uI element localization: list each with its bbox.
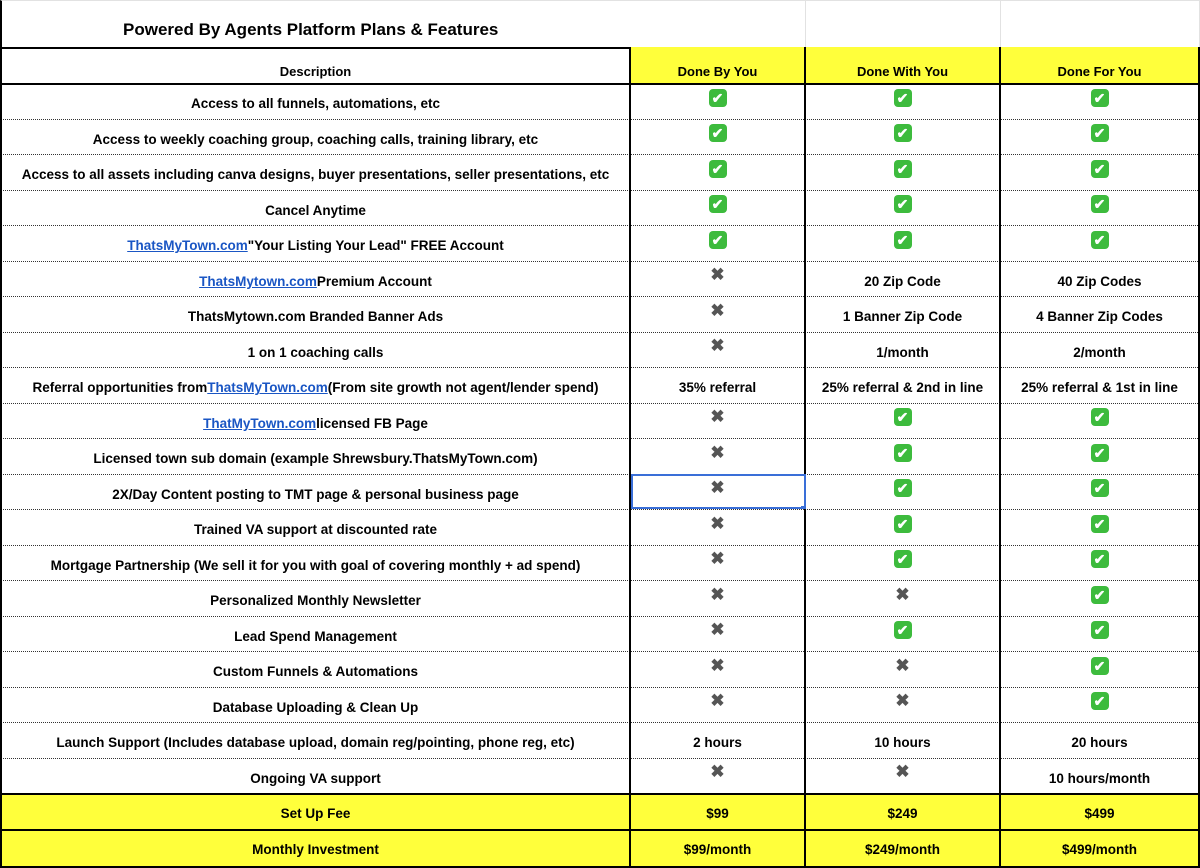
plan-value-cell[interactable] [1001, 651, 1200, 687]
check-mark-icon: ✔ [894, 160, 912, 178]
feature-description[interactable] [0, 580, 631, 616]
feature-text: Access to all funnels, automations, etc [190, 96, 441, 112]
check-mark-icon: ✔ [1091, 621, 1109, 639]
plan-value-text: 1 Banner Zip Code [842, 309, 963, 325]
feature-description[interactable] [0, 119, 631, 155]
feature-description[interactable] [0, 651, 631, 687]
check-mark-icon: ✔ [894, 89, 912, 107]
plan-value-text: 25% referral & 1st in line [1021, 380, 1178, 396]
title-row [0, 0, 1200, 49]
plan-header-done-for-you[interactable]: Done For You [1001, 47, 1200, 83]
table-row [0, 154, 1200, 191]
site-link[interactable]: ThatsMyTown.com [127, 238, 248, 254]
price-cell[interactable]: $249/month [806, 831, 1001, 866]
plan-value-cell[interactable] [631, 722, 806, 758]
cross-mark-icon: ✖ [710, 620, 725, 640]
check-mark-icon: ✔ [894, 479, 912, 497]
check-mark-icon: ✔ [894, 231, 912, 249]
plan-value-cell[interactable] [631, 758, 806, 794]
table-row [0, 545, 1200, 582]
check-mark-icon: ✔ [709, 160, 727, 178]
feature-description[interactable] [0, 83, 631, 119]
table-row [0, 651, 1200, 688]
cross-mark-icon: ✖ [710, 478, 725, 498]
check-mark-icon: ✔ [1091, 515, 1109, 533]
plan-value-cell[interactable] [1001, 438, 1200, 474]
feature-description[interactable] [0, 190, 631, 226]
table-row [0, 403, 1200, 440]
plan-value-cell[interactable] [631, 509, 806, 545]
plan-value-cell[interactable] [806, 651, 1001, 687]
feature-description[interactable] [0, 722, 631, 758]
price-cell[interactable]: $99 [631, 795, 806, 830]
check-mark-icon: ✔ [1091, 195, 1109, 213]
empty-cell[interactable] [1001, 0, 1200, 47]
plan-value-cell[interactable] [806, 474, 1001, 510]
table-row [0, 580, 1200, 617]
feature-description[interactable] [0, 296, 631, 332]
plan-value-cell[interactable] [631, 261, 806, 297]
table-row [0, 438, 1200, 475]
feature-description[interactable] [0, 616, 631, 652]
price-cell[interactable]: $499 [1001, 795, 1200, 830]
plan-value-cell[interactable] [631, 651, 806, 687]
site-link[interactable]: ThatsMyTown.com [207, 380, 328, 396]
check-mark-icon: ✔ [894, 444, 912, 462]
plan-value-text: 4 Banner Zip Codes [1036, 309, 1163, 325]
price-cell[interactable]: $499/month [1001, 831, 1200, 866]
check-mark-icon: ✔ [1091, 89, 1109, 107]
feature-description[interactable] [0, 758, 631, 794]
pricing-label[interactable]: Set Up Fee [0, 795, 631, 830]
check-mark-icon: ✔ [894, 124, 912, 142]
plan-value-cell[interactable] [806, 616, 1001, 652]
plan-value-cell[interactable] [1001, 119, 1200, 155]
feature-text: ThatsMytown.com Branded Banner Ads [187, 309, 444, 325]
table-row [0, 83, 1200, 120]
check-mark-icon: ✔ [709, 231, 727, 249]
plan-value-cell[interactable] [631, 296, 806, 332]
cross-mark-icon: ✖ [710, 442, 725, 462]
cross-mark-icon: ✖ [710, 513, 725, 533]
pricing-row [0, 829, 1200, 868]
plan-value-cell[interactable] [806, 225, 1001, 261]
plan-value-cell[interactable] [806, 367, 1001, 403]
feature-text: Ongoing VA support [250, 770, 381, 786]
plan-value-cell[interactable] [1001, 474, 1200, 510]
feature-text: Launch Support (Includes database upload, domain reg/pointing, phone reg, etc) [56, 735, 575, 751]
plan-value-text: 10 hours/month [1048, 770, 1151, 786]
header-row [0, 47, 1200, 85]
check-mark-icon: ✔ [1091, 550, 1109, 568]
plan-value-cell[interactable] [806, 580, 1001, 616]
empty-cell[interactable] [806, 0, 1001, 47]
cross-mark-icon: ✖ [710, 655, 725, 675]
plan-value-cell[interactable] [806, 403, 1001, 439]
feature-text: Licensed town sub domain (example Shrewsbury.ThatsMyTown.com) [93, 451, 538, 467]
cross-mark-icon: ✖ [895, 655, 910, 675]
plan-value-cell[interactable] [631, 83, 806, 119]
plan-value-text: 2/month [1073, 344, 1126, 360]
plan-value-cell[interactable] [806, 687, 1001, 723]
feature-text-prefix: Referral opportunities from [32, 380, 208, 396]
plan-value-cell[interactable] [806, 332, 1001, 368]
sheet-title[interactable]: Powered By Agents Platform Plans & Features [0, 0, 631, 47]
check-mark-icon: ✔ [709, 89, 727, 107]
plan-value-cell[interactable] [631, 403, 806, 439]
plan-value-cell[interactable] [1001, 154, 1200, 190]
check-mark-icon: ✔ [1091, 657, 1109, 675]
table-row [0, 119, 1200, 156]
feature-text: Access to all assets including canva designs, buyer presentations, seller presentations, etc [21, 167, 610, 183]
plan-value-cell[interactable] [1001, 616, 1200, 652]
feature-description[interactable] [0, 403, 631, 439]
check-mark-icon: ✔ [709, 195, 727, 213]
price-cell[interactable]: $99/month [631, 831, 806, 866]
plan-value-cell[interactable] [631, 474, 806, 510]
table-row [0, 474, 1200, 511]
feature-description[interactable] [0, 687, 631, 723]
pricing-row [0, 793, 1200, 832]
cross-mark-icon: ✖ [710, 300, 725, 320]
cross-mark-icon: ✖ [895, 584, 910, 604]
check-mark-icon: ✔ [894, 515, 912, 533]
check-mark-icon: ✔ [1091, 231, 1109, 249]
plan-value-cell[interactable] [806, 438, 1001, 474]
feature-description[interactable] [0, 509, 631, 545]
check-mark-icon: ✔ [894, 550, 912, 568]
plan-header-done-by-you[interactable]: Done By You [631, 47, 806, 83]
plan-value-cell[interactable] [631, 545, 806, 581]
cross-mark-icon: ✖ [710, 762, 725, 782]
plan-value-cell[interactable] [1001, 83, 1200, 119]
plan-value-cell[interactable] [631, 367, 806, 403]
plan-value-cell[interactable] [806, 261, 1001, 297]
feature-description[interactable] [0, 545, 631, 581]
plan-value-cell[interactable] [1001, 580, 1200, 616]
plan-value-cell[interactable] [1001, 722, 1200, 758]
plan-value-text: 2 hours [693, 735, 742, 751]
feature-description[interactable] [0, 225, 631, 261]
check-mark-icon: ✔ [894, 408, 912, 426]
empty-cell[interactable] [631, 0, 806, 47]
plan-value-text: 20 Zip Code [864, 273, 941, 289]
pricing-label[interactable]: Monthly Investment [0, 831, 631, 866]
plan-value-cell[interactable] [806, 509, 1001, 545]
plan-value-cell[interactable] [631, 190, 806, 226]
feature-description[interactable] [0, 438, 631, 474]
check-mark-icon: ✔ [1091, 160, 1109, 178]
plan-value-cell[interactable] [806, 119, 1001, 155]
plan-value-cell[interactable] [1001, 296, 1200, 332]
feature-text: (From site growth not agent/lender spend) [327, 380, 599, 396]
plan-value-cell[interactable] [631, 225, 806, 261]
check-mark-icon: ✔ [709, 124, 727, 142]
plan-value-cell[interactable] [1001, 261, 1200, 297]
feature-text: 2X/Day Content posting to TMT page & personal business page [112, 486, 519, 502]
table-row [0, 758, 1200, 795]
price-cell[interactable]: $249 [806, 795, 1001, 830]
feature-description[interactable] [0, 332, 631, 368]
table-row [0, 616, 1200, 653]
feature-text: Database Uploading & Clean Up [212, 699, 419, 715]
feature-description[interactable] [0, 154, 631, 190]
feature-text: Trained VA support at discounted rate [193, 522, 438, 538]
check-mark-icon: ✔ [1091, 444, 1109, 462]
plan-value-cell[interactable] [631, 580, 806, 616]
check-mark-icon: ✔ [1091, 124, 1109, 142]
check-mark-icon: ✔ [1091, 586, 1109, 604]
feature-text: 1 on 1 coaching calls [247, 344, 384, 360]
plan-value-cell[interactable] [631, 119, 806, 155]
plan-value-text: 10 hours [874, 735, 931, 751]
check-mark-icon: ✔ [1091, 692, 1109, 710]
plan-value-cell[interactable] [1001, 758, 1200, 794]
table-row [0, 261, 1200, 298]
feature-description[interactable] [0, 474, 631, 510]
cross-mark-icon: ✖ [710, 584, 725, 604]
feature-text: Personalized Monthly Newsletter [210, 593, 421, 609]
cross-mark-icon: ✖ [710, 407, 725, 427]
feature-text: Mortgage Partnership (We sell it for you with goal of covering monthly + ad spend) [50, 557, 581, 573]
feature-text: Premium Account [316, 273, 432, 289]
plan-value-cell[interactable] [631, 438, 806, 474]
check-mark-icon: ✔ [1091, 408, 1109, 426]
plan-value-cell[interactable] [806, 154, 1001, 190]
table-row [0, 687, 1200, 724]
table-row [0, 225, 1200, 262]
description-header[interactable]: Description [0, 47, 631, 83]
check-mark-icon: ✔ [1091, 479, 1109, 497]
plan-value-cell[interactable] [1001, 225, 1200, 261]
feature-text: Custom Funnels & Automations [213, 664, 418, 680]
plan-value-cell[interactable] [1001, 509, 1200, 545]
plan-value-cell[interactable] [806, 83, 1001, 119]
plan-value-cell[interactable] [1001, 545, 1200, 581]
check-mark-icon: ✔ [894, 195, 912, 213]
table-row [0, 722, 1200, 759]
table-row [0, 296, 1200, 333]
plan-value-text: 1/month [876, 344, 929, 360]
plan-value-cell[interactable] [1001, 367, 1200, 403]
feature-text: Cancel Anytime [265, 202, 366, 218]
table-row [0, 190, 1200, 227]
cross-mark-icon: ✖ [895, 762, 910, 782]
plan-header-done-with-you[interactable]: Done With You [806, 47, 1001, 83]
plan-value-text: 20 hours [1071, 735, 1128, 751]
cross-mark-icon: ✖ [710, 265, 725, 285]
cross-mark-icon: ✖ [895, 691, 910, 711]
table-row [0, 509, 1200, 546]
plan-value-text: 25% referral & 2nd in line [821, 380, 984, 396]
plan-value-cell[interactable] [631, 687, 806, 723]
plan-value-cell[interactable] [806, 190, 1001, 226]
feature-text: Access to weekly coaching group, coaching calls, training library, etc [92, 131, 539, 147]
plan-value-text: 40 Zip Codes [1057, 273, 1142, 289]
site-link[interactable]: ThatMyTown.com [203, 415, 317, 431]
feature-text: "Your Listing Your Lead" FREE Account [247, 238, 504, 254]
plan-value-cell[interactable] [1001, 332, 1200, 368]
plan-value-cell[interactable] [806, 722, 1001, 758]
feature-text: Lead Spend Management [234, 628, 397, 644]
feature-description[interactable] [0, 261, 631, 297]
plan-value-cell[interactable] [631, 154, 806, 190]
table-row [0, 367, 1200, 404]
plan-value-text: 35% referral [678, 380, 757, 396]
plan-value-cell[interactable] [1001, 403, 1200, 439]
table-row [0, 332, 1200, 369]
plan-value-cell[interactable] [806, 758, 1001, 794]
plan-value-cell[interactable] [806, 296, 1001, 332]
plan-value-cell[interactable] [1001, 687, 1200, 723]
cross-mark-icon: ✖ [710, 549, 725, 569]
feature-description[interactable] [0, 367, 631, 403]
check-mark-icon: ✔ [894, 621, 912, 639]
feature-text: licensed FB Page [316, 415, 428, 431]
plan-value-cell[interactable] [631, 616, 806, 652]
plan-value-cell[interactable] [1001, 190, 1200, 226]
plan-value-cell[interactable] [631, 332, 806, 368]
site-link[interactable]: ThatsMytown.com [199, 273, 317, 289]
plan-value-cell[interactable] [806, 545, 1001, 581]
cross-mark-icon: ✖ [710, 691, 725, 711]
cross-mark-icon: ✖ [710, 336, 725, 356]
